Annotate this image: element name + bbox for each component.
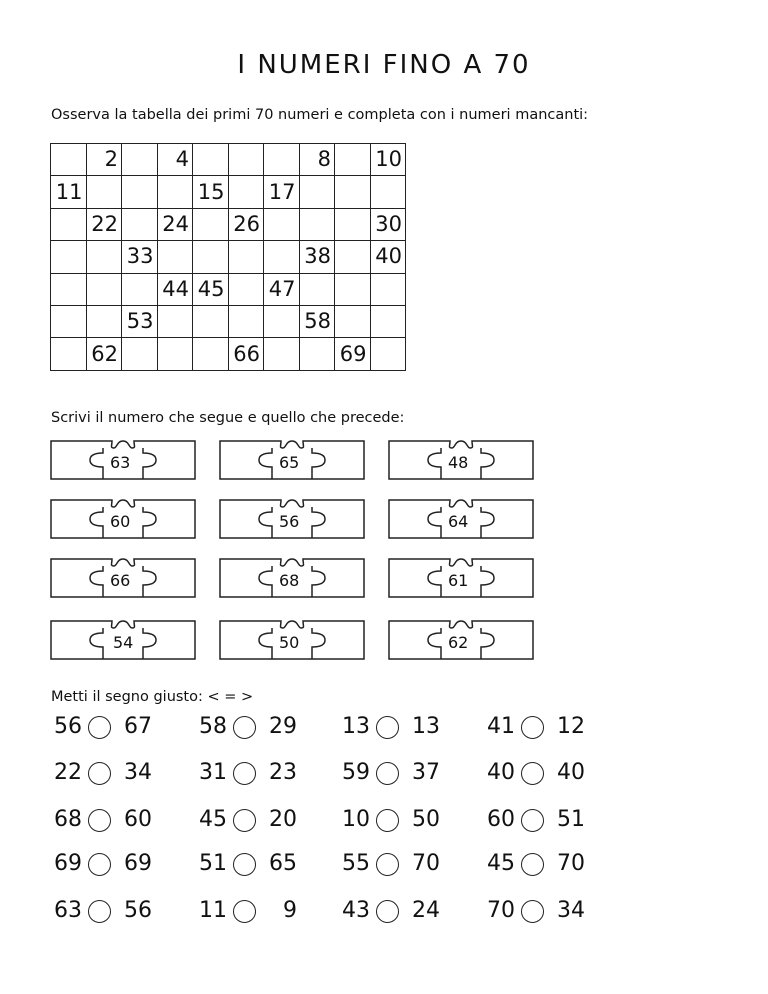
comparison-sign-circle[interactable]	[233, 809, 256, 832]
table-cell-number: 4	[157, 144, 193, 176]
comparison-right-number: 67	[124, 714, 152, 739]
comparison-sign-circle[interactable]	[521, 716, 544, 739]
comparison-right-number: 29	[269, 714, 297, 739]
table-cell-blank[interactable]	[335, 176, 371, 208]
table-cell-blank[interactable]	[335, 144, 371, 176]
table-cell-blank[interactable]	[228, 241, 264, 273]
comparison-left-number: 69	[54, 851, 82, 876]
comparison-item	[338, 849, 478, 879]
comparison-item	[195, 758, 335, 788]
table-cell-number: 2	[86, 144, 122, 176]
comparison-item	[50, 712, 190, 742]
table-cell-blank[interactable]	[299, 208, 335, 240]
comparison-left-number: 45	[487, 851, 515, 876]
table-cell-blank[interactable]	[370, 305, 406, 337]
comparison-item	[195, 896, 335, 926]
table-cell-blank[interactable]	[157, 241, 193, 273]
puzzle-answer-before[interactable]	[52, 441, 102, 478]
comparison-sign-circle[interactable]	[88, 900, 111, 923]
table-cell-number: 15	[193, 176, 229, 208]
comparison-sign-circle[interactable]	[521, 853, 544, 876]
table-cell-number: 11	[51, 176, 87, 208]
comparison-item	[338, 805, 478, 835]
table-cell-blank[interactable]	[228, 305, 264, 337]
table-cell-blank[interactable]	[86, 273, 122, 305]
comparison-left-number: 10	[342, 807, 370, 832]
comparison-sign-circle[interactable]	[376, 762, 399, 785]
comparison-left-number: 40	[487, 760, 515, 785]
table-cell-number: 44	[157, 273, 193, 305]
comparison-right-number: 34	[124, 760, 152, 785]
puzzle-number: 62	[448, 633, 469, 652]
puzzle-piece	[50, 440, 196, 480]
table-row	[51, 208, 406, 240]
comparison-right-number: 12	[557, 714, 585, 739]
comparison-left-number: 70	[487, 898, 515, 923]
comparison-item	[483, 712, 623, 742]
puzzle-piece	[219, 440, 365, 480]
comparison-sign-circle[interactable]	[233, 762, 256, 785]
puzzle-answer-before[interactable]	[390, 500, 440, 537]
comparison-left-number: 45	[199, 807, 227, 832]
comparison-left-number: 13	[342, 714, 370, 739]
table-cell-number: 58	[299, 305, 335, 337]
comparison-right-number: 65	[269, 851, 297, 876]
comparison-right-number: 20	[269, 807, 297, 832]
table-cell-number: 69	[335, 338, 371, 370]
puzzle-number: 65	[279, 453, 300, 472]
comparison-left-number: 59	[342, 760, 370, 785]
comparison-item	[50, 805, 190, 835]
table-cell-blank[interactable]	[335, 208, 371, 240]
table-cell-blank[interactable]	[122, 176, 158, 208]
table-cell-blank[interactable]	[264, 305, 300, 337]
table-cell-blank[interactable]	[370, 338, 406, 370]
table-cell-number: 66	[228, 338, 264, 370]
comparison-item	[338, 758, 478, 788]
puzzle-piece	[388, 499, 534, 539]
table-cell-blank[interactable]	[193, 241, 229, 273]
table-row	[51, 144, 406, 176]
number-table	[50, 143, 406, 371]
puzzle-number: 64	[448, 512, 469, 531]
table-cell-number: 17	[264, 176, 300, 208]
puzzle-piece	[219, 558, 365, 598]
puzzle-answer-before[interactable]	[390, 621, 440, 658]
puzzle-answer-before[interactable]	[52, 559, 102, 596]
page-title: I NUMERI FINO A 70	[237, 50, 531, 80]
comparison-left-number: 41	[487, 714, 515, 739]
puzzle-answer-before[interactable]	[221, 441, 271, 478]
table-cell-number: 33	[122, 241, 158, 273]
comparison-right-number: 50	[412, 807, 440, 832]
comparison-item	[338, 712, 478, 742]
table-row	[51, 273, 406, 305]
puzzle-answer-after[interactable]	[145, 621, 194, 658]
comparison-left-number: 56	[54, 714, 82, 739]
puzzle-answer-before[interactable]	[52, 500, 102, 537]
comparison-right-number: 9	[283, 898, 297, 923]
table-cell-blank[interactable]	[299, 273, 335, 305]
table-cell-blank[interactable]	[264, 144, 300, 176]
puzzle-answer-after[interactable]	[314, 500, 363, 537]
puzzle-answer-after[interactable]	[483, 441, 532, 478]
table-cell-blank[interactable]	[157, 338, 193, 370]
comparison-right-number: 23	[269, 760, 297, 785]
comparison-sign-circle[interactable]	[88, 762, 111, 785]
puzzle-answer-after[interactable]	[145, 559, 194, 596]
comparison-left-number: 22	[54, 760, 82, 785]
comparison-item	[195, 849, 335, 879]
table-cell-blank[interactable]	[51, 208, 87, 240]
comparison-left-number: 58	[199, 714, 227, 739]
comparison-sign-circle[interactable]	[233, 716, 256, 739]
puzzle-answer-after[interactable]	[314, 621, 363, 658]
table-row	[51, 241, 406, 273]
puzzle-answer-after[interactable]	[314, 559, 363, 596]
puzzle-piece	[50, 620, 196, 660]
puzzle-piece	[388, 440, 534, 480]
table-cell-blank[interactable]	[51, 144, 87, 176]
table-cell-number: 45	[193, 273, 229, 305]
table-cell-blank[interactable]	[51, 241, 87, 273]
table-row	[51, 338, 406, 370]
puzzle-instruction: Scrivi il numero che segue e quello che precede:	[51, 410, 405, 426]
comparison-left-number: 51	[199, 851, 227, 876]
puzzle-answer-after[interactable]	[145, 500, 194, 537]
puzzle-answer-before[interactable]	[221, 500, 271, 537]
puzzle-answer-before[interactable]	[390, 441, 440, 478]
table-cell-blank[interactable]	[157, 176, 193, 208]
table-cell-blank[interactable]	[370, 273, 406, 305]
puzzle-piece	[388, 558, 534, 598]
puzzle-number: 50	[279, 633, 300, 652]
table-cell-blank[interactable]	[51, 305, 87, 337]
table-cell-blank[interactable]	[122, 208, 158, 240]
comparison-right-number: 34	[557, 898, 585, 923]
puzzle-answer-before[interactable]	[52, 621, 102, 658]
comparison-item	[483, 758, 623, 788]
puzzle-answer-after[interactable]	[314, 441, 363, 478]
table-cell-blank[interactable]	[299, 176, 335, 208]
comparison-sign-circle[interactable]	[88, 853, 111, 876]
table-cell-blank[interactable]	[228, 176, 264, 208]
table-cell-blank[interactable]	[193, 338, 229, 370]
comparison-left-number: 11	[199, 898, 227, 923]
puzzle-piece	[219, 499, 365, 539]
table-cell-blank[interactable]	[335, 305, 371, 337]
table-cell-number: 38	[299, 241, 335, 273]
table-cell-blank[interactable]	[264, 338, 300, 370]
table-row	[51, 176, 406, 208]
puzzle-piece	[388, 620, 534, 660]
puzzle-number: 54	[113, 633, 134, 652]
table-cell-blank[interactable]	[335, 241, 371, 273]
comparison-sign-circle[interactable]	[376, 809, 399, 832]
comparison-item	[50, 896, 190, 926]
comparison-sign-circle[interactable]	[88, 809, 111, 832]
puzzle-answer-after[interactable]	[483, 500, 532, 537]
comparison-item	[50, 758, 190, 788]
table-cell-blank[interactable]	[86, 305, 122, 337]
comparison-left-number: 68	[54, 807, 82, 832]
comparison-left-number: 60	[487, 807, 515, 832]
table-cell-blank[interactable]	[86, 241, 122, 273]
comparison-sign-circle[interactable]	[521, 762, 544, 785]
table-cell-blank[interactable]	[228, 144, 264, 176]
table-cell-number: 47	[264, 273, 300, 305]
comparison-right-number: 60	[124, 807, 152, 832]
table-cell-blank[interactable]	[264, 208, 300, 240]
table-cell-blank[interactable]	[122, 273, 158, 305]
comparison-item	[483, 805, 623, 835]
table-cell-number: 40	[370, 241, 406, 273]
puzzle-piece	[50, 499, 196, 539]
comparison-left-number: 63	[54, 898, 82, 923]
comparison-right-number: 56	[124, 898, 152, 923]
table-cell-number: 10	[370, 144, 406, 176]
comparison-sign-circle[interactable]	[376, 900, 399, 923]
comparison-item	[483, 896, 623, 926]
comparison-right-number: 24	[412, 898, 440, 923]
comparison-sign-circle[interactable]	[376, 853, 399, 876]
table-cell-number: 53	[122, 305, 158, 337]
comparison-item	[195, 712, 335, 742]
table-cell-number: 62	[86, 338, 122, 370]
table-cell-blank[interactable]	[335, 273, 371, 305]
puzzle-answer-after[interactable]	[483, 559, 532, 596]
table-cell-number: 24	[157, 208, 193, 240]
comparison-item	[50, 849, 190, 879]
table-cell-number: 26	[228, 208, 264, 240]
comparison-sign-circle[interactable]	[376, 716, 399, 739]
comparison-sign-circle[interactable]	[88, 716, 111, 739]
comparison-left-number: 43	[342, 898, 370, 923]
table-cell-blank[interactable]	[86, 176, 122, 208]
comparison-right-number: 70	[412, 851, 440, 876]
comparison-sign-circle[interactable]	[233, 900, 256, 923]
comparison-sign-circle[interactable]	[521, 900, 544, 923]
puzzle-number: 68	[279, 571, 300, 590]
puzzle-answer-after[interactable]	[145, 441, 194, 478]
table-cell-blank[interactable]	[299, 338, 335, 370]
table-cell-blank[interactable]	[122, 144, 158, 176]
comparison-right-number: 69	[124, 851, 152, 876]
table-cell-blank[interactable]	[122, 338, 158, 370]
puzzle-number: 61	[448, 571, 469, 590]
table-cell-blank[interactable]	[228, 273, 264, 305]
puzzle-number: 56	[279, 512, 300, 531]
puzzle-pieces-area	[50, 440, 536, 660]
table-row	[51, 305, 406, 337]
table-cell-number: 22	[86, 208, 122, 240]
comparison-item	[195, 805, 335, 835]
comparison-right-number: 70	[557, 851, 585, 876]
table-instruction: Osserva la tabella dei primi 70 numeri e completa con i numeri mancanti:	[51, 107, 589, 123]
table-cell-blank[interactable]	[370, 176, 406, 208]
table-cell-blank[interactable]	[264, 241, 300, 273]
table-cell-blank[interactable]	[193, 208, 229, 240]
puzzle-number: 63	[110, 453, 131, 472]
puzzle-piece	[50, 558, 196, 598]
puzzle-number: 66	[110, 571, 131, 590]
comparison-right-number: 13	[412, 714, 440, 739]
table-cell-blank[interactable]	[157, 305, 193, 337]
table-cell-number: 8	[299, 144, 335, 176]
compare-instruction: Metti il segno giusto: < = >	[51, 689, 254, 705]
comparison-item	[338, 896, 478, 926]
comparison-item	[483, 849, 623, 879]
comparison-right-number: 40	[557, 760, 585, 785]
table-cell-blank[interactable]	[193, 144, 229, 176]
puzzle-answer-before[interactable]	[390, 559, 440, 596]
puzzle-piece	[219, 620, 365, 660]
table-cell-blank[interactable]	[193, 305, 229, 337]
table-cell-blank[interactable]	[51, 273, 87, 305]
comparison-right-number: 37	[412, 760, 440, 785]
comparison-left-number: 55	[342, 851, 370, 876]
comparison-left-number: 31	[199, 760, 227, 785]
table-cell-number: 30	[370, 208, 406, 240]
comparison-right-number: 51	[557, 807, 585, 832]
puzzle-number: 48	[448, 453, 469, 472]
puzzle-answer-before[interactable]	[221, 621, 271, 658]
puzzle-answer-after[interactable]	[483, 621, 532, 658]
comparison-sign-circle[interactable]	[521, 809, 544, 832]
table-cell-blank[interactable]	[51, 338, 87, 370]
puzzle-number: 60	[110, 512, 131, 531]
puzzle-answer-before[interactable]	[221, 559, 271, 596]
comparison-sign-circle[interactable]	[233, 853, 256, 876]
